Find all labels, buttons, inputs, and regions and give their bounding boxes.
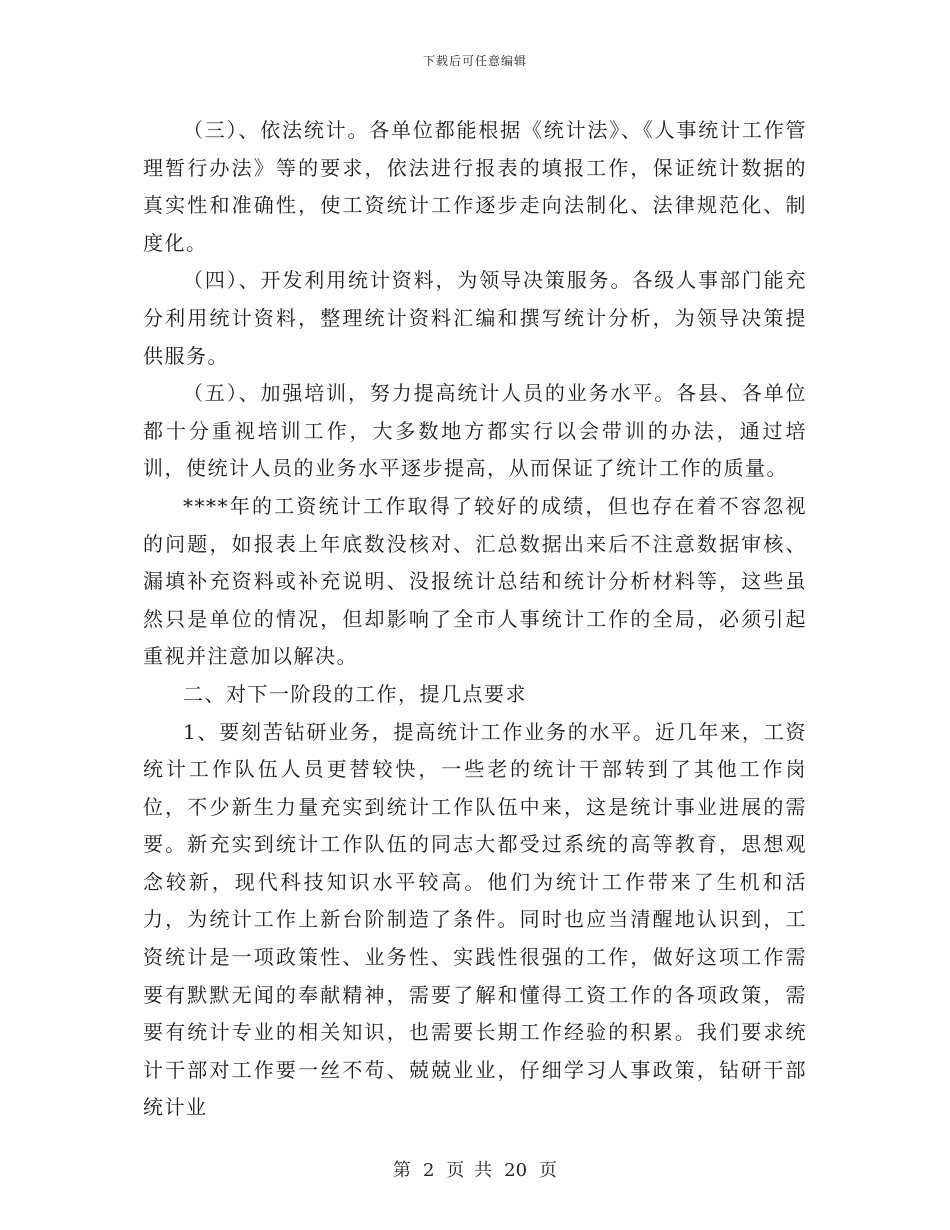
paragraph-statistics-by-law: （三）、依法统计。各单位都能根据《统计法》、《人事统计工作管理暂行办法》等的要求，依法进行报表的填报工作，保证统计数据的真实性和准确性，使工资统计工作逐步走向法制化、法律规范化、制度化。 [143, 118, 807, 255]
section-heading-requirements: 二、对下一阶段的工作，提几点要求 [183, 681, 527, 706]
paragraph-training: （五）、加强培训，努力提高统计人员的业务水平。各县、各单位都十分重视培训工作，大多数地方都实行以会带训的办法，通过培训，使统计人员的业务水平逐步提高，从而保证了统计工作的质量。 [143, 381, 807, 481]
footer-prefix: 第 [392, 1160, 411, 1181]
header-note: 下载后可任意编辑 [422, 54, 527, 68]
paragraph-problems: ****年的工资统计工作取得了较好的成绩，但也存在着不容忽视的问题，如报表上年底数没核对、汇总数据出来后不注意数据审核、漏填补充资料或补充说明、没报统计总结和统计分析材料等，这些虽然只是单位的情况，但却影响了全市人事统计工作的全局，必须引起重视并注意加以解决。 [143, 493, 807, 669]
page-footer [0, 1156, 950, 1182]
paragraph-decision-support: （四）、开发利用统计资料，为领导决策服务。各级人事部门能充分利用统计资料，整理统计资料汇编和撰写统计分析，为领导决策提供服务。 [143, 268, 807, 368]
document-body [143, 112, 807, 1127]
footer-suffix: 页 [539, 1160, 558, 1181]
footer-middle: 页 共 [446, 1160, 493, 1181]
total-pages-number: 20 [504, 1160, 528, 1181]
current-page-number: 2 [422, 1160, 435, 1181]
paragraph-study-business: 1、要刻苦钻研业务，提高统计工作业务的水平。近几年来，工资统计工作队伍人员更替较快，一些老的统计干部转到了其他工作岗位，不少新生力量充实到统计工作队伍中来，这是统计事业进展的需要。新充实到统计工作队伍的同志大都受过系统的高等教育，思想观念较新，现代科技知识水平较高。他们为统计工作带来了生机和活力，为统计工作上新台阶制造了条件。同时也应当清醒地认识到，工资统计是一项政策性、业务性、实践性很强的工作，做好这项工作需要有默默无闻的奉献精神，需要了解和懂得工资工作的各项政策，需要有统计专业的相关知识，也需要长期工作经验的积累。我们要求统计干部对工作要一丝不苟、兢兢业业，仔细学习人事政策，钻研干部统计业 [143, 719, 807, 1120]
